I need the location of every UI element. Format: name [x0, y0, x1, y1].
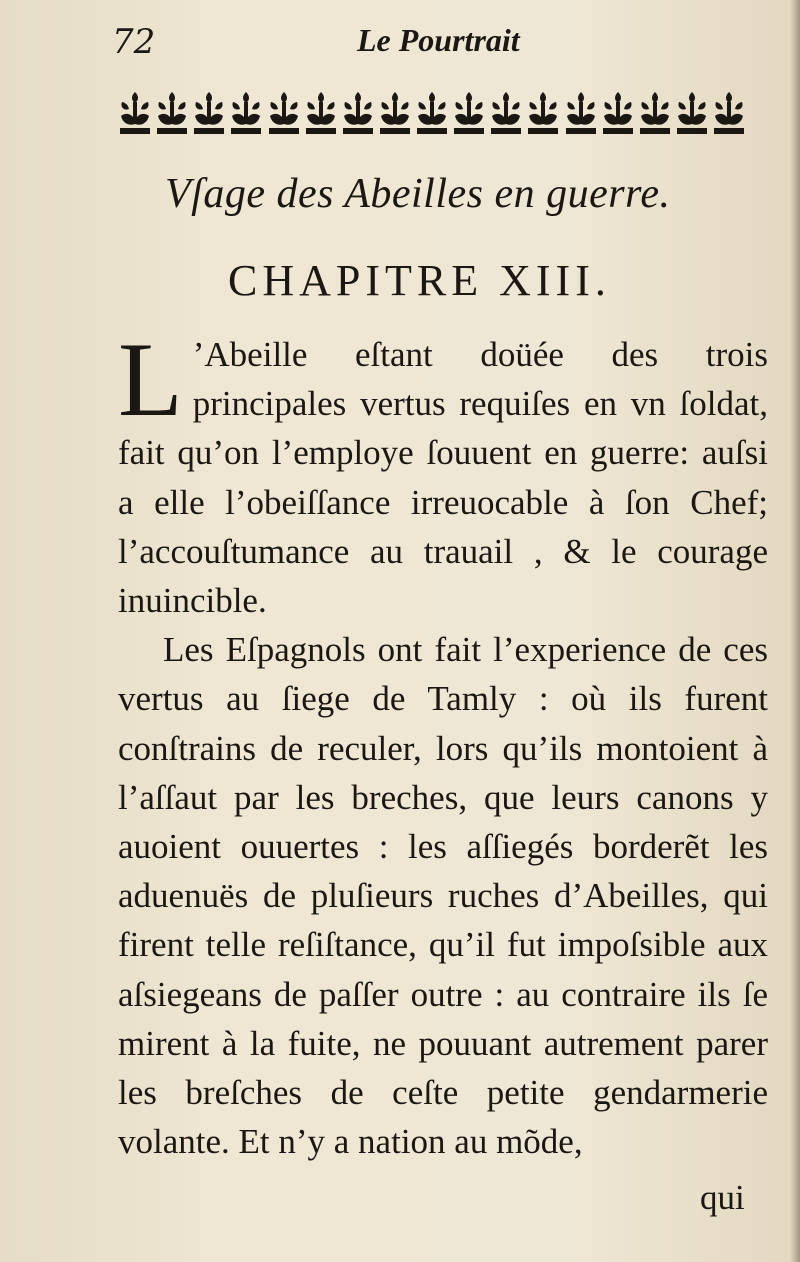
fleuron-ornament-icon — [118, 90, 152, 136]
page-number: 72 — [112, 22, 156, 62]
ornament-band — [118, 88, 746, 138]
fleuron-ornament-icon — [452, 90, 486, 136]
fleuron-ornament-icon — [638, 90, 672, 136]
fleuron-ornament-icon — [526, 90, 560, 136]
paragraph-1 — [118, 321, 768, 625]
running-title: Le Pourtrait — [357, 22, 520, 58]
fleuron-ornament-icon — [564, 90, 598, 136]
fleuron-ornament-icon — [415, 90, 449, 136]
fleuron-ornament-icon — [229, 90, 263, 136]
fleuron-ornament-icon — [267, 90, 301, 136]
fleuron-ornament-icon — [304, 90, 338, 136]
body-text — [118, 321, 768, 1166]
fleuron-ornament-icon — [155, 90, 189, 136]
fleuron-ornament-icon — [192, 90, 226, 136]
fleuron-ornament-icon — [341, 90, 375, 136]
fleuron-ornament-icon — [601, 90, 635, 136]
catchword: qui — [700, 1178, 745, 1217]
fleuron-ornament-icon — [712, 90, 746, 136]
fleuron-ornament-icon — [378, 90, 412, 136]
paragraph-1-text: ’Abeille eſtant doüée des trois principales vertus requiſes en vn ſoldat, fait qu’on l’employe ſouuent en guerre: auſsi a elle l’obeiſſance irreuocable à ſon Chef; l’accouſtumance au trauail , & le courage inuincible. — [118, 335, 768, 621]
drop-cap: L — [118, 321, 183, 438]
paragraph-2: Les Eſpagnols ont fait l’experience de ces vertus au ſiege de Tamly : où ils furent conſtrains de reculer, lors qu’ils montoient à l’aſſaut par les breches, que leurs canons y auoient ouuertes : les aſſiegés borderẽt les aduenuës de pluſieurs ruches d’Abeilles, qui firent telle reſiſtance, qu’il fut impoſsible aux aſsiegeans de paſſer outre : au contraire ils ſe mirent à la fuite, ne pouuant autrement parer les breſches de ceſte petite gendarmerie volante. Et n’y a nation au mõde, — [118, 630, 768, 1162]
running-head — [112, 18, 752, 68]
page-edge-shadow — [790, 0, 800, 1262]
chapter-heading: CHAPITRE XIII. — [228, 256, 611, 305]
fleuron-ornament-icon — [489, 90, 523, 136]
section-title: Vſage des Abeilles en guerre. — [165, 171, 671, 217]
fleuron-ornament-icon — [675, 90, 709, 136]
